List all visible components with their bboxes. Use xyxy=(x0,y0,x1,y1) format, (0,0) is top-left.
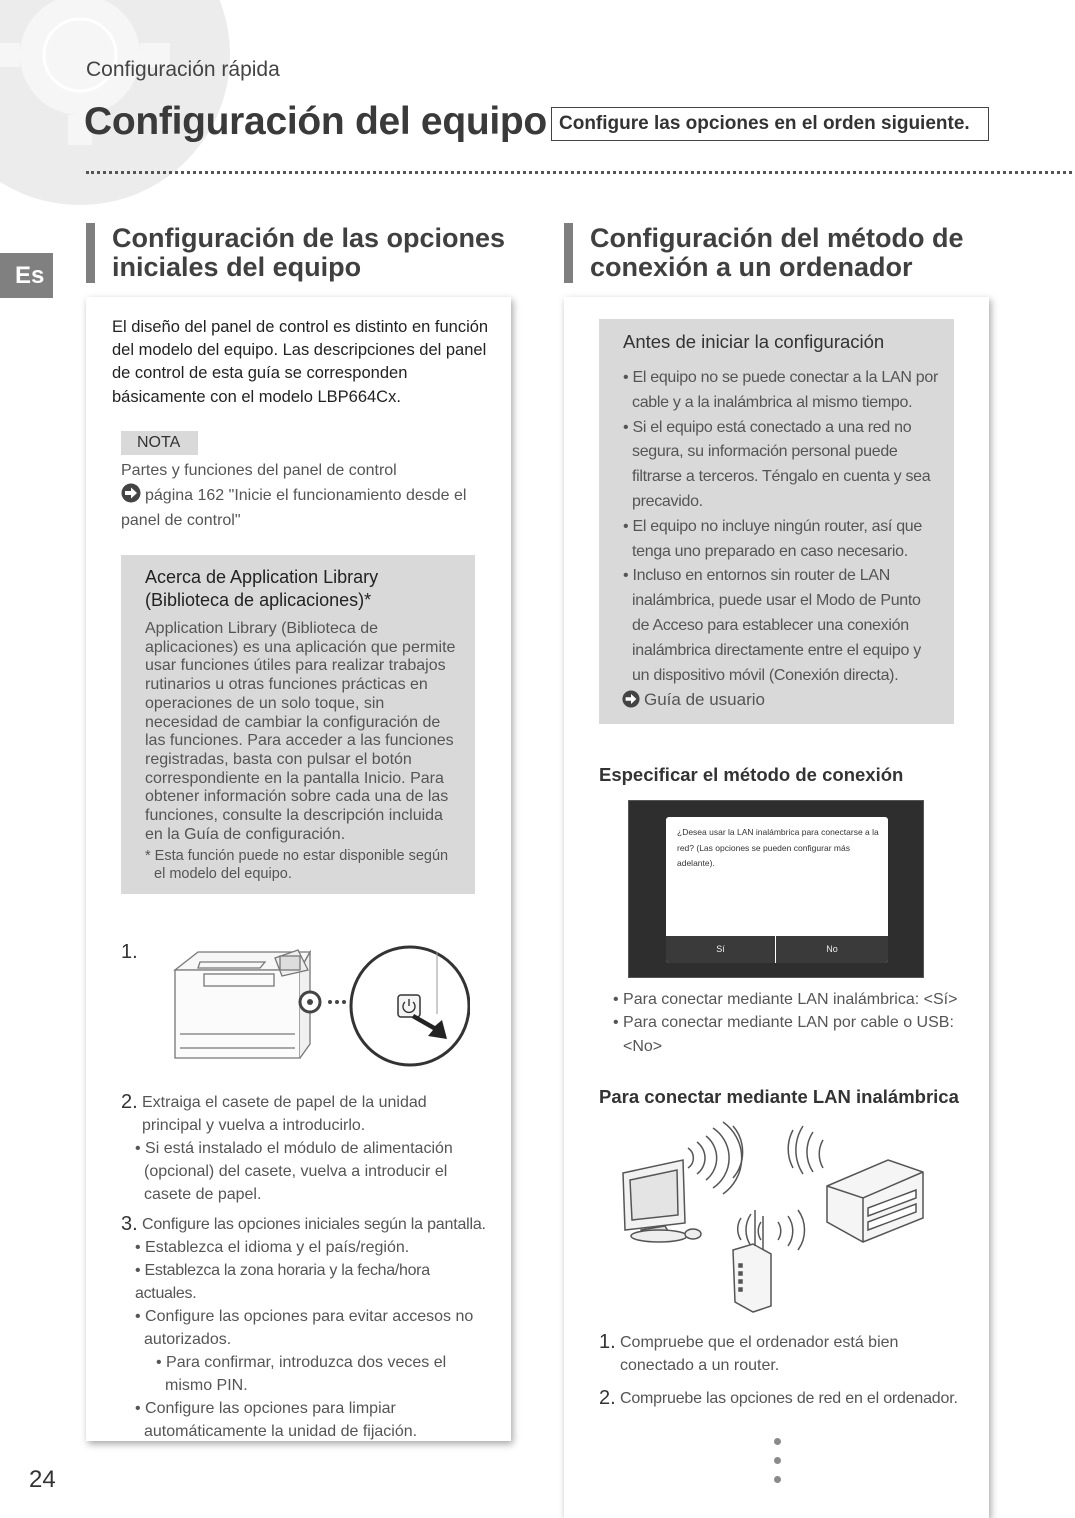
wlan-step-2-number: 2. xyxy=(599,1387,616,1409)
step-2-number: 2. xyxy=(121,1091,138,1113)
nota-badge: NOTA xyxy=(121,431,198,455)
left-section-heading: Configuración de las opciones iniciales del equipo xyxy=(112,223,506,282)
library-title: Acerca de Application Library (Biblioteca de aplicaciones)* xyxy=(145,567,379,610)
continuation-dots xyxy=(774,1438,782,1495)
step-1-number: 1. xyxy=(121,941,138,963)
wlan-step-2-text: Compruebe las opciones de red en el ordenador. xyxy=(620,1390,958,1407)
step-3-number: 3. xyxy=(121,1213,138,1235)
wlan-step-1-number: 1. xyxy=(599,1331,616,1353)
dialog-yes-button[interactable]: Sí xyxy=(666,936,775,963)
control-panel-screen xyxy=(628,800,924,978)
page-number: 24 xyxy=(29,1466,56,1493)
right-heading-bar xyxy=(564,223,573,283)
dialog-no-button[interactable]: No xyxy=(776,936,888,963)
before-setup-title: Antes de iniciar la configuración xyxy=(623,331,885,352)
step-2-bullet: • Si está instalado el módulo de alimentación (opcional) del casete, vuelva a introducir el casete de papel. xyxy=(135,1140,453,1203)
step-3-text: Configure las opciones iniciales según la pantalla. xyxy=(142,1216,486,1233)
page-title: Configuración del equipo xyxy=(84,100,547,143)
dotted-divider xyxy=(86,171,1072,174)
library-body: Application Library (Biblioteca de aplicaciones) es una aplicación que permite usar funciones útiles para realizar trabajos rutinarios u otras funciones prácticas en operaciones de un solo toque, sin necesidad de cambiar la configuración de las funciones. Para acceder a las funciones registradas, basta con pulsar el botón correspondiente en la pantalla Inicio. Para obtener información sobre cada una de las funciones, consulte la descripción incluida en la Guía de configuración. xyxy=(145,620,456,843)
before-setup-bullets: • El equipo no se puede conectar a la LAN por cable y a la inalámbrica al mismo tiempo. • Si el equipo está conectado a una red no segura, su información personal puede filtrarse a terceros. Téngalo en cuenta y sea precavido. • El equipo no incluye ningún router, así que tenga uno preparado en caso necesario. • Incluso en entornos sin router de LAN inalámbrica, puede usar el Modo de Punto de Acceso para establecer una conexión inalámbrica directamente entre el equipo y un dispositivo móvil (Conexión directa). xyxy=(623,369,938,684)
order-note-box: Configure las opciones en el orden siguiente. xyxy=(551,107,989,141)
dot xyxy=(774,1438,781,1445)
nota-text: Partes y funciones del panel de control página 162 "Inicie el funcionamiento desde el panel de control" xyxy=(121,458,481,533)
user-guide-link[interactable]: Guía de usuario xyxy=(622,690,765,710)
wireless-network-illustration xyxy=(613,1118,958,1318)
arrow-right-circle-icon xyxy=(121,483,141,503)
wireless-lan-heading: Para conectar mediante LAN inalámbrica xyxy=(599,1086,959,1107)
specify-connection-heading: Especificar el método de conexión xyxy=(599,764,904,785)
language-tab: Es xyxy=(0,253,53,298)
section-kicker: Configuración rápida xyxy=(86,58,280,81)
wireless-lan-dialog xyxy=(666,817,888,963)
library-footnote: * Esta función puede no estar disponible según el modelo del equipo. xyxy=(145,848,449,882)
nota-reference-link[interactable]: página 162 "Inicie el funcionamiento desde el panel de control" xyxy=(121,483,481,533)
wlan-step-1-text: Compruebe que el ordenador está bien conectado a un router. xyxy=(620,1334,899,1374)
dot xyxy=(774,1476,781,1483)
left-heading-bar xyxy=(86,223,95,283)
dot xyxy=(774,1457,781,1464)
right-section-heading: Configuración del método de conexión a un ordenador xyxy=(590,223,964,282)
intro-paragraph: El diseño del panel de control es distinto en función del modelo del equipo. Las descripciones del panel de control de esta guía se corresponden básicamente con el modelo LBP664Cx. xyxy=(112,318,489,406)
step-3-bullets: • Establezca el idioma y el país/región. • Establezca la zona horaria y la fecha/hora actuales. • Configure las opciones para evitar accesos no autorizados. • Para confirmar, introduzca dos veces el mismo PIN. • Configure las opciones para limpiar automáticamente la unidad de fijación. xyxy=(135,1239,474,1440)
dialog-question: ¿Desea usar la LAN inalámbrica para conectarse a la red? (Las opciones se pueden configurar más adelante). xyxy=(677,827,879,868)
printer-power-button-illustration xyxy=(170,944,470,1068)
step-2-text: Extraiga el casete de papel de la unidad principal y vuelva a introducirlo. xyxy=(142,1094,427,1134)
connection-options-list: • Para conectar mediante LAN inalámbrica: <Sí> • Para conectar mediante LAN por cable o USB: <No> xyxy=(613,991,958,1055)
arrow-right-circle-icon xyxy=(622,690,640,708)
